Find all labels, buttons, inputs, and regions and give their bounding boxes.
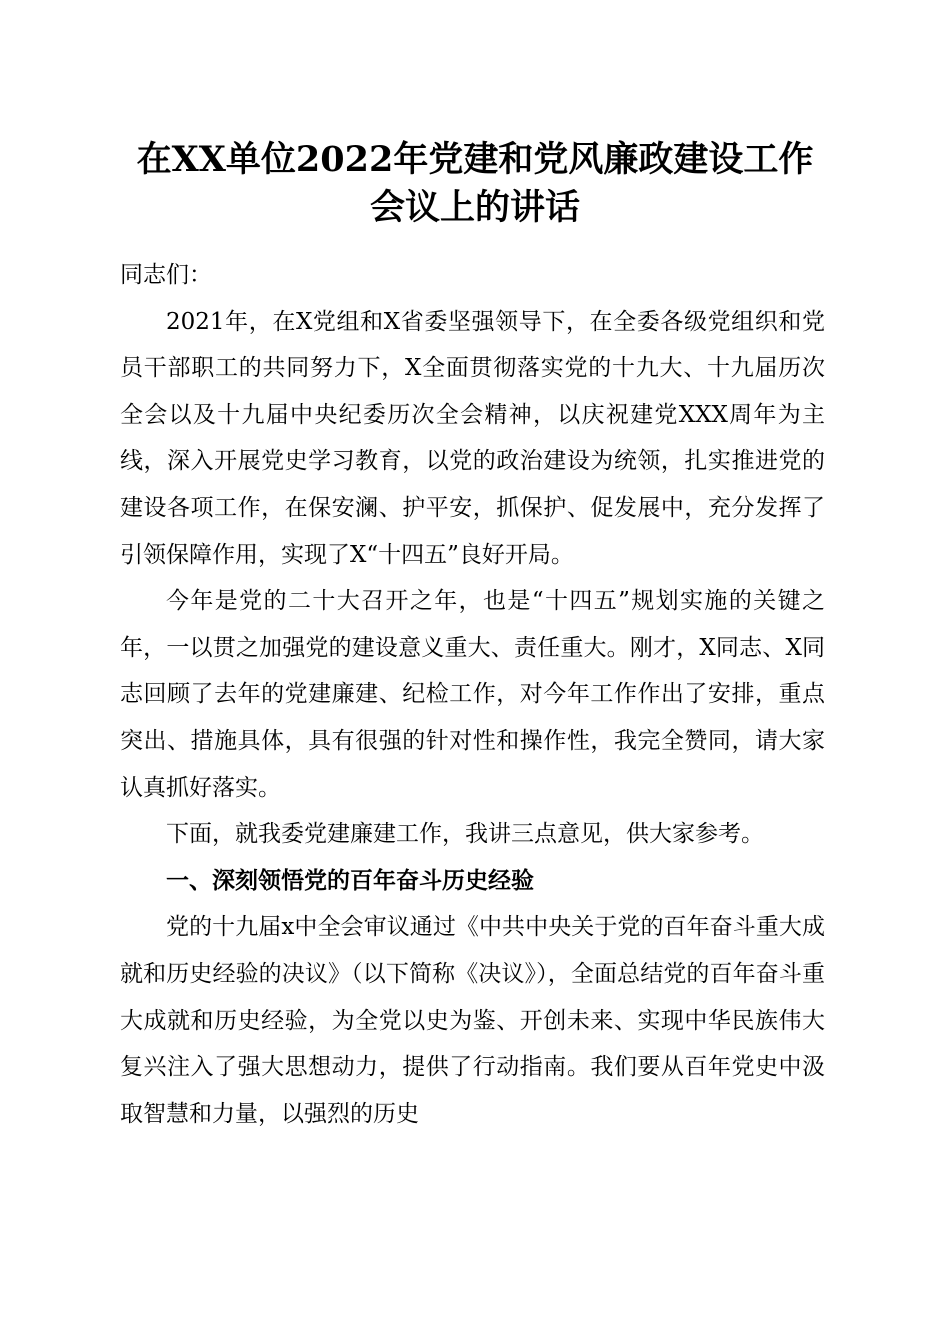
- paragraph-2: 今年是党的二十大召开之年，也是“十四五”规划实施的关键之年，一以贯之加强党的建设意义重大、责任重大。刚才，X同志、X同志回顾了去年的党建廉建、纪检工作，对今年工作作出了安排，重点突出、措施具体，具有很强的针对性和操作性，我完全赞同，请大家认真抓好落实。: [120, 588, 825, 801]
- title-line-2: 会议上的讲话: [369, 187, 580, 228]
- paragraph-3: 下面，就我委党建廉建工作，我讲三点意见，供大家参考。: [166, 821, 764, 848]
- document-body: [120, 252, 825, 1137]
- paragraph-1: 2021年，在X党组和X省委坚强领导下，在全委各级党组织和党员干部职工的共同努力下，X全面贯彻落实党的十九大、十九届历次全会以及十九届中央纪委历次全会精神，以庆祝建党XXX周年为主线，深入开展党史学习教育，以党的政治建设为统领，扎实推进党的建设各项工作，在保安澜、护平安，抓保护、促发展中，充分发挥了引领保障作用，实现了X“十四五”良好开局。: [120, 308, 825, 568]
- section-1-paragraph: 党的十九届x中全会审议通过《中共中央关于党的百年奋斗重大成就和历史经验的决议》（以下简称《决议》），全面总结党的百年奋斗重大成就和历史经验，为全党以史为鉴、开创未来、实现中华民族伟大复兴注入了强大思想动力，提供了行动指南。我们要从百年党史中汲取智慧和力量，以强烈的历史: [120, 914, 825, 1127]
- salutation: 同志们：: [120, 262, 212, 288]
- title-line-1: 在XX单位2022年党建和党风廉政建设工作: [136, 139, 814, 180]
- section-1-heading: 一、深刻领悟党的百年奋斗历史经验: [166, 867, 534, 894]
- document-title: [120, 136, 830, 232]
